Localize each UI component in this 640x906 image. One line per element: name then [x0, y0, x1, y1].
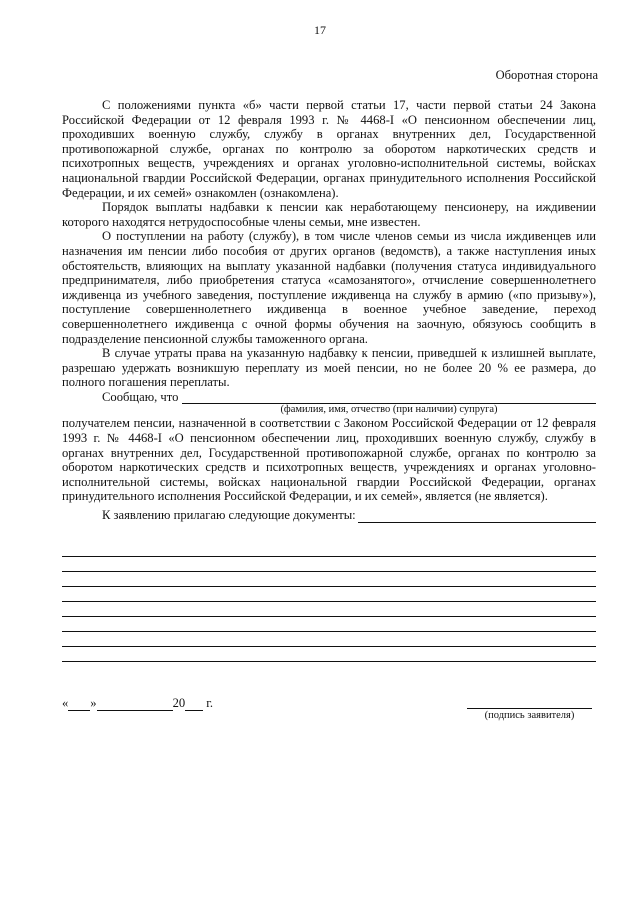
- page-number: 17: [314, 23, 326, 37]
- documents-blank-line[interactable]: [62, 571, 596, 572]
- documents-field[interactable]: [358, 510, 596, 523]
- documents-blank-line[interactable]: [62, 631, 596, 632]
- paragraph-spouse-status: получателем пенсии, назначенной в соответствии с Законом Российской Федерации от 12 февраля 1993 г. № 4468-I «О пенсионном обеспечении лиц, проходивших военную службу, службу в органах внутренних дел, Государственной противопожарной службе, органах по контролю за оборотом наркотических средств и психотропных веществ, учреждениях и органах уголовно-исполнительной системы, войсках национальной гвардии Российской Федерации, органах принудительного исполнения Российской Федерации, и их семей», является (не является).: [62, 416, 596, 504]
- date-open-quote: «: [62, 696, 69, 710]
- spouse-name-caption: (фамилия, имя, отчество (при наличии) супруга): [280, 404, 498, 416]
- documents-blank-line[interactable]: [62, 601, 596, 602]
- date-close-quote: »: [90, 696, 97, 710]
- documents-blank-line[interactable]: [62, 586, 596, 587]
- documents-blank-line[interactable]: [62, 616, 596, 617]
- date-year-field[interactable]: [185, 699, 203, 711]
- signature-field[interactable]: [467, 708, 592, 709]
- documents-blank-line[interactable]: [62, 646, 596, 647]
- paragraph-obligation: О поступлении на работу (службу), в том числе членов семьи из числа иждивенцев или назначения им пенсии либо пособия от других органов (ведомств), а также наступления иных обстоятельств, влияющих на выплату указанной надбавки (получения статуса индивидуального предпринимателя, либо приобретения статуса «самозанятого», отчисление совершеннолетнего иждивенца из учебного заведения, поступление иждивенца на службу в армию («по призыву»), поступление совершеннолетнего иждивенца в военное учебное заведение, переход совершеннолетнего иждивенца с очной формы обучения на заочную, обязуюсь сообщить в подразделение пенсионной службы таможенного органа.: [62, 229, 596, 346]
- side-label: Оборотная сторона: [495, 68, 598, 82]
- spouse-name-field[interactable]: [182, 391, 596, 404]
- date-day-field[interactable]: [68, 699, 90, 711]
- date-year-suffix: г.: [206, 696, 214, 710]
- document-body: [62, 98, 596, 523]
- paragraph-payment-procedure: Порядок выплаты надбавки к пенсии как неработающему пенсионеру, на иждивении которого находятся нетрудоспособные члены семьи, мне известен.: [62, 200, 596, 229]
- spouse-name-row: [62, 390, 596, 405]
- report-label: Сообщаю, что: [102, 389, 179, 404]
- date-month-field[interactable]: [97, 699, 173, 711]
- paragraph-acknowledgement: С положениями пункта «б» части первой статьи 17, части первой статьи 24 Закона Российской Федерации от 12 февраля 1993 г. № 4468-I «О пенсионном обеспечении лиц, проходивших военную службу, службу в органах внутренних дел, Государственной противопожарной службе, органах по контролю за оборотом наркотических средств и психотропных веществ, учреждениях и органах уголовно-исполнительной системы, войсках национальной гвардии Российской Федерации, органах принудительного исполнения Российской Федерации, и их семей» ознакомлен (ознакомлена).: [62, 98, 596, 200]
- date-field: [62, 696, 213, 711]
- documents-row: [62, 508, 596, 523]
- documents-label: К заявлению прилагаю следующие документы:: [102, 508, 356, 523]
- documents-blank-line[interactable]: [62, 556, 596, 557]
- signature-caption: (подпись заявителя): [484, 710, 575, 721]
- date-century: 20: [172, 696, 186, 710]
- paragraph-overpayment: В случае утраты права на указанную надбавку к пенсии, приведшей к излишней выплате, разрешаю удержать возникшую переплату из моей пенсии, но не более 20 % ее размера, до полного погашения переплаты.: [62, 346, 596, 390]
- documents-blank-line[interactable]: [62, 661, 596, 662]
